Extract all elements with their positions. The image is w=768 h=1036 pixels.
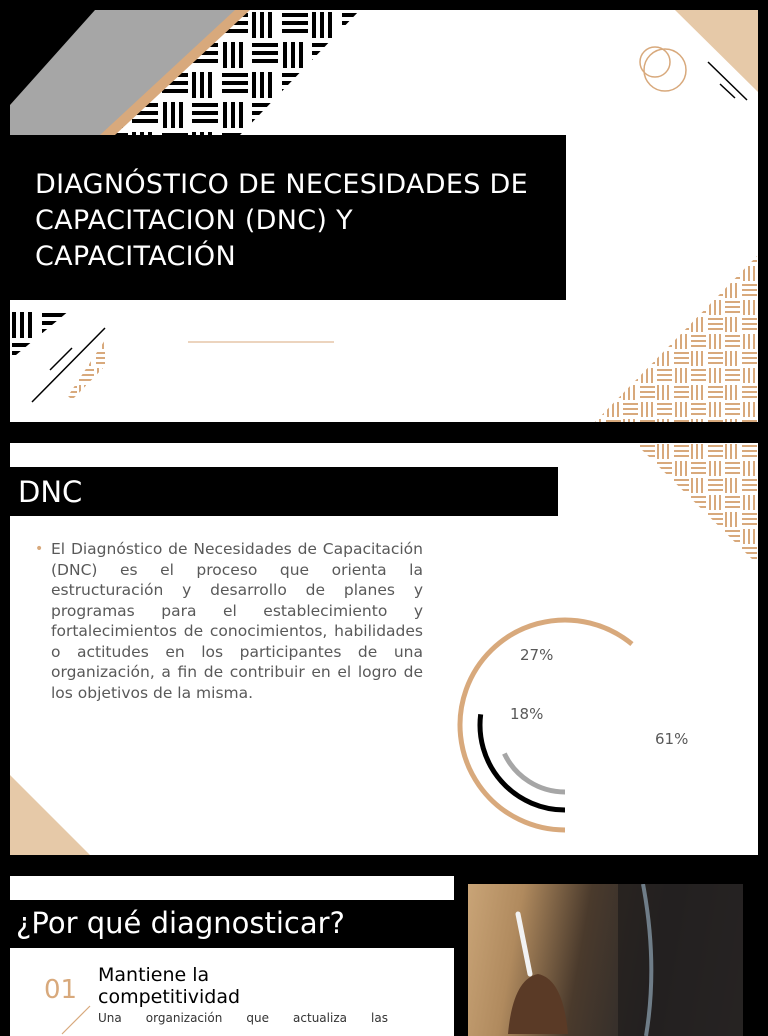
data-label-18: 18% [510, 705, 544, 723]
data-label-27: 27% [520, 646, 554, 664]
radial-bar-chart [10, 443, 758, 855]
data-label-61: 61% [655, 730, 689, 748]
content-panel [10, 876, 454, 1036]
person-writing-photo [468, 884, 753, 1036]
why-diagnose-slide[interactable] [10, 876, 758, 1036]
bullet-icon: • [35, 541, 44, 557]
radial-bar-18 [504, 754, 565, 792]
section-title-banner [10, 900, 454, 948]
item-text: Una organización que actualiza las [98, 1011, 388, 1025]
dnc-slide[interactable] [10, 443, 758, 855]
title-banner [10, 135, 566, 300]
title-slide[interactable] [10, 10, 758, 422]
radial-bar-27 [480, 714, 565, 810]
dnc-definition-text: El Diagnóstico de Necesidades de Capacitación (DNC) es el proceso que orienta la estructuración y desarrollo de planes y programas para el establecimiento y fortalecimientos de conocimientos, habilidades o actitudes en los participantes de una organización, a fin de contribuir en el logro de los objetivos de la misma. [51, 540, 423, 702]
presentation-title: DIAGNÓSTICO DE NECESIDADES DE CAPACITACION (DNC) Y CAPACITACIÓN [35, 169, 529, 272]
section-title: DNC [18, 475, 83, 509]
section-title: ¿Por qué diagnosticar? [16, 906, 345, 940]
pen-hand-illustration [468, 884, 753, 1036]
item-title: Mantiene la competitividad [98, 964, 241, 1008]
item-number: 01 [44, 975, 78, 1005]
